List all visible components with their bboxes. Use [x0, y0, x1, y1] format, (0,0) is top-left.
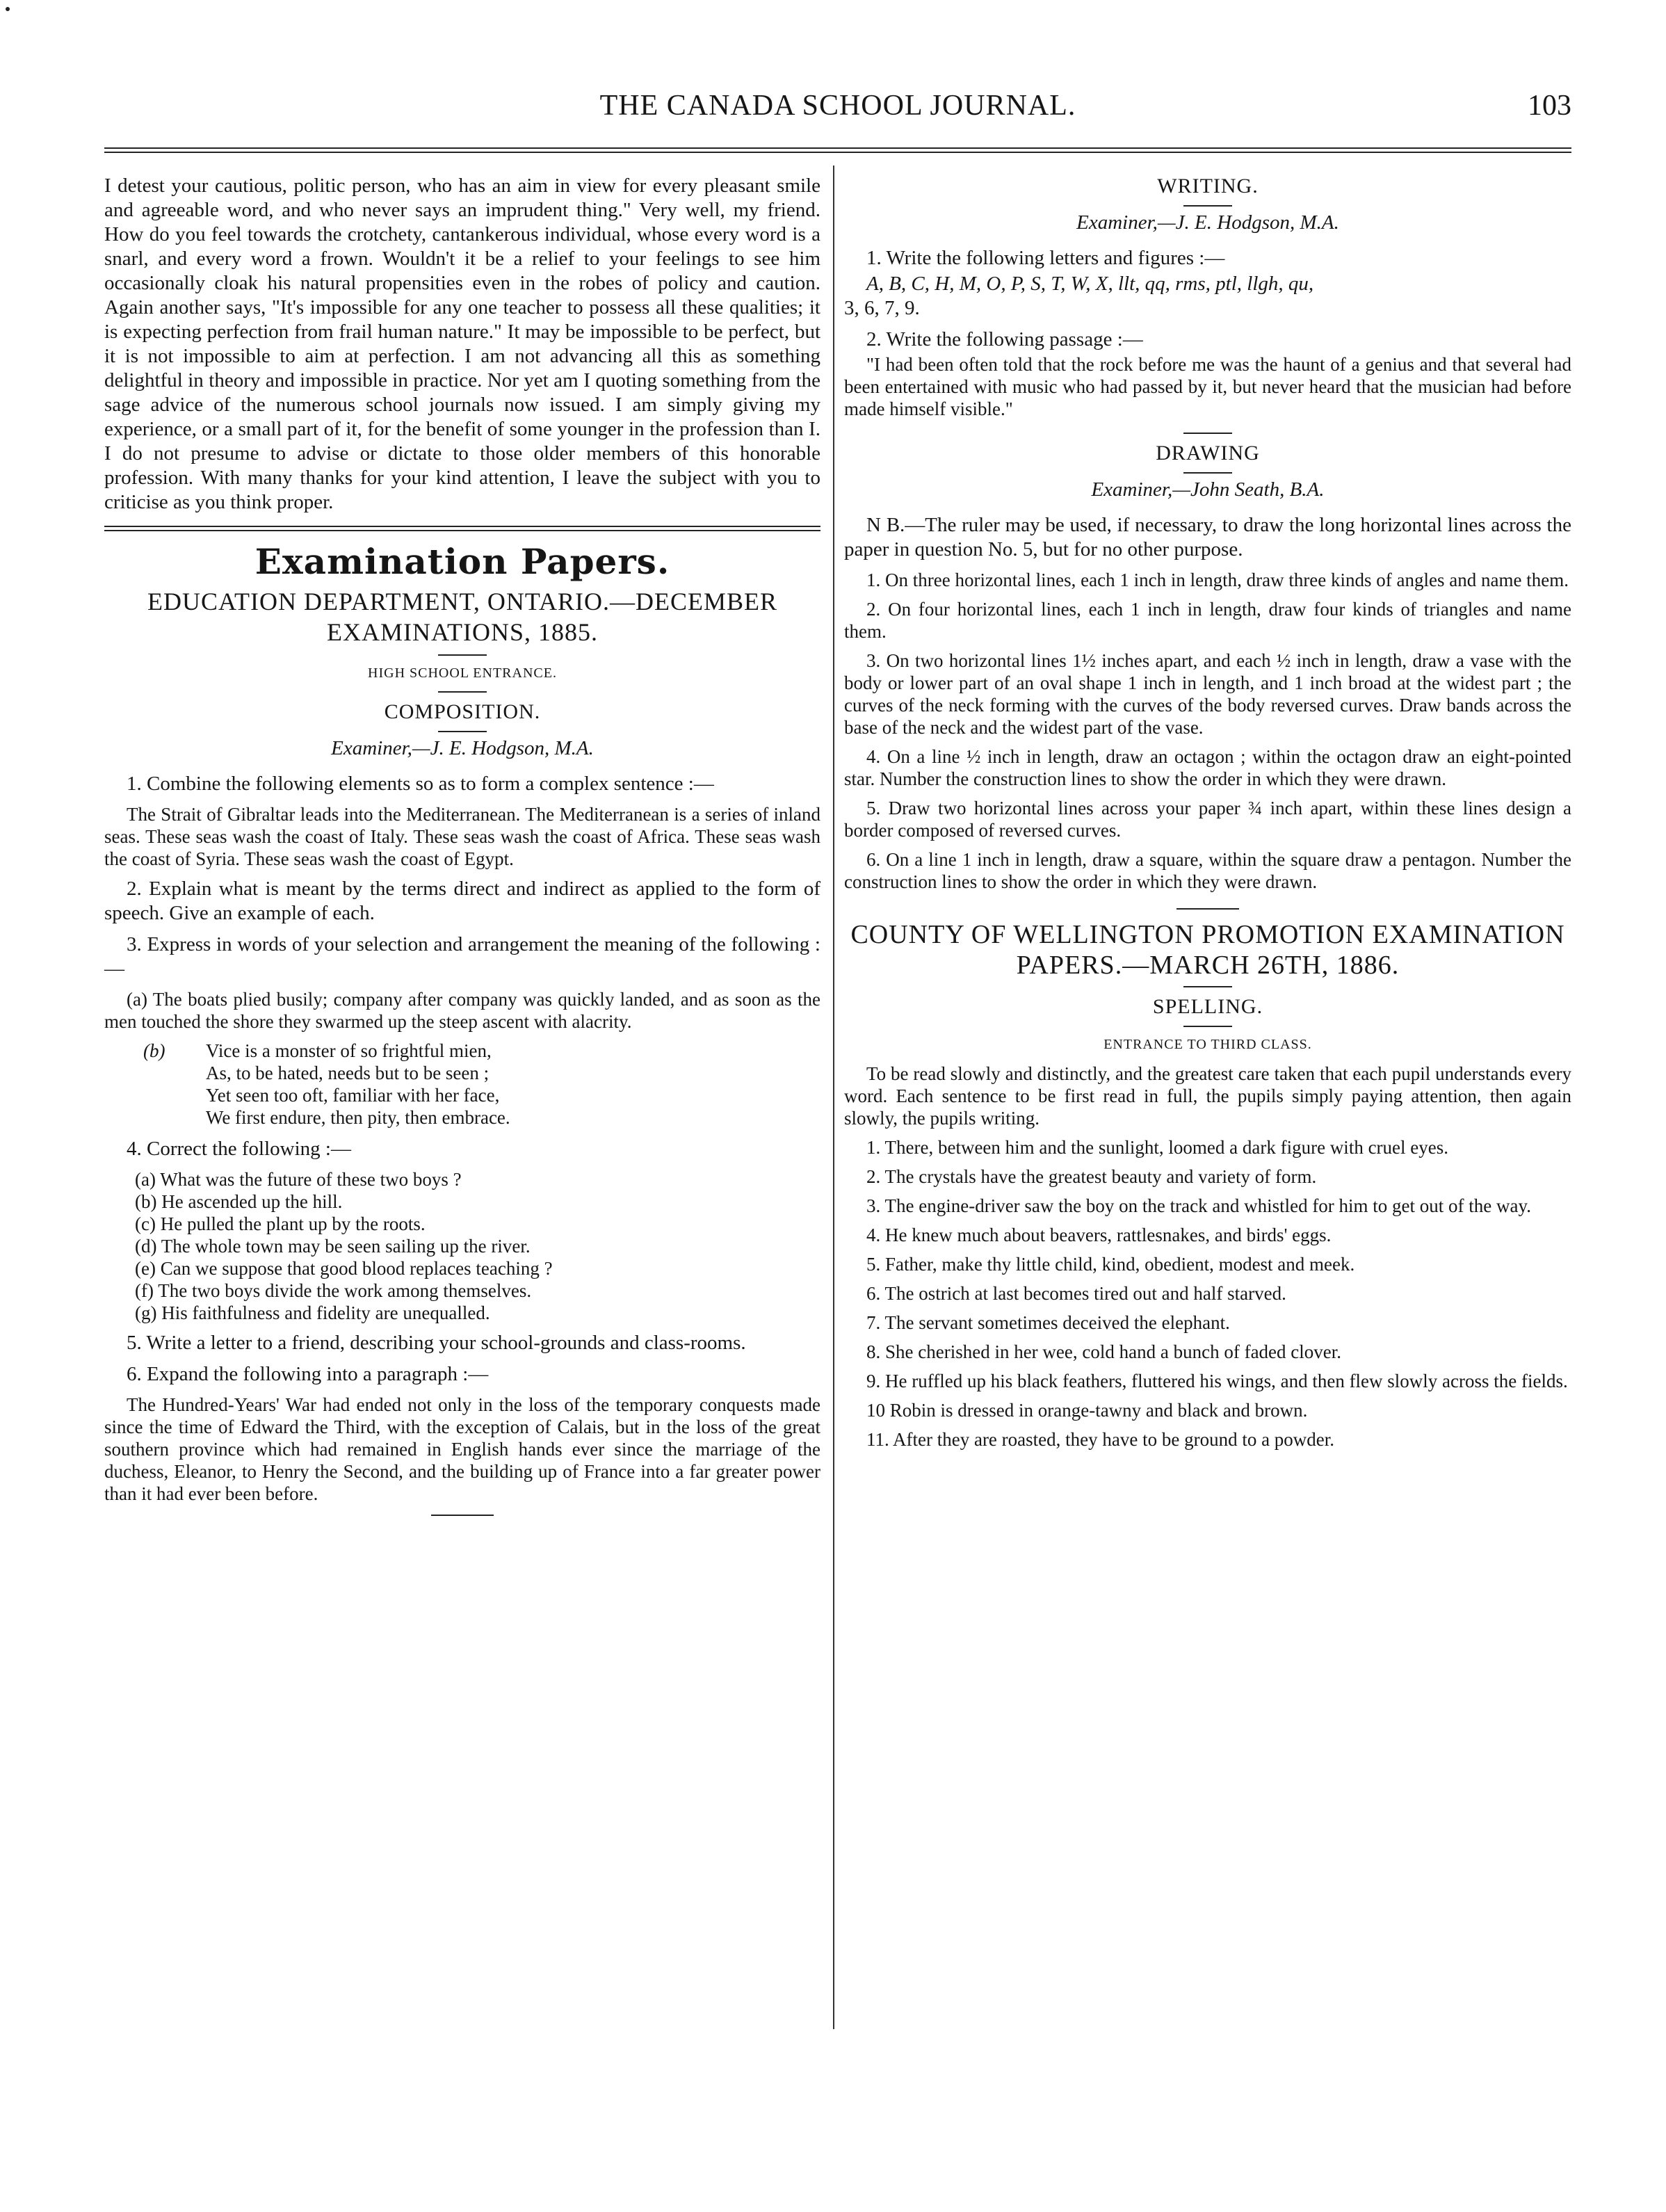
spelling-item: 6. The ostrich at last becomes tired out and half starved. — [866, 1283, 1286, 1304]
spelling-heading: SPELLING. — [1152, 995, 1263, 1018]
spelling-item: 5. Father, make thy little child, kind, obedient, modest and meek. — [866, 1254, 1355, 1275]
section-heading: Examination Papers. — [254, 541, 670, 582]
drawing-heading: DRAWING — [1156, 442, 1260, 465]
question-6-passage: The Hundred-Years' War had ended not only in the loss of the temporary conquests made since the time of Edward the Third, with the exception of Calais, but in the loss of the great southern province which had remained in English hands ever since the marriage of the duchess, Eleanor, to Henry the Second, and the building up of France into a far greater power than it had ever been before. — [104, 1394, 820, 1504]
writing-examiner: Examiner,—J. E. Hodgson, M.A. — [1076, 211, 1339, 234]
question-1-passage: The Strait of Gibraltar leads into the Mediterranean. The Mediterranean is a series of inland seas. These seas wash the coast of Italy. These seas wash the coast of Africa. These seas wash the coast of Syria. These seas wash the coast of Egypt. — [104, 804, 820, 869]
right-column — [844, 174, 1571, 1458]
short-rule — [1183, 433, 1232, 434]
spelling-item: 2. The crystals have the greatest beauty and variety of form. — [866, 1166, 1317, 1187]
spelling-item: 3. The engine-driver saw the boy on the track and whistled for him to get out of the way. — [866, 1195, 1531, 1216]
drawing-examiner: Examiner,—John Seath, B.A. — [1091, 478, 1325, 501]
question-4-list — [135, 1168, 820, 1324]
writing-figures: 3, 6, 7, 9. — [844, 297, 920, 319]
question-4: 4. Correct the following :— — [127, 1138, 351, 1160]
question-3b-poem — [143, 1040, 820, 1129]
short-rule — [1183, 205, 1232, 207]
column-divider — [833, 166, 834, 2029]
department-heading: EDUCATION DEPARTMENT, ONTARIO.—DECEMBER EXAMINATIONS, 1885. — [147, 588, 777, 646]
list-item: (g) His faithfulness and fidelity are unequalled. — [135, 1302, 490, 1323]
drawing-question-6: 6. On a line 1 inch in length, draw a square, within the square draw a pentagon. Number the construction lines to show the order in which they were drawn. — [844, 849, 1571, 892]
short-rule — [438, 731, 487, 732]
list-item: (b) He ascended up the hill. — [135, 1191, 343, 1212]
drawing-question-1: 1. On three horizontal lines, each 1 inch in length, draw three kinds of angles and name them. — [866, 570, 1569, 590]
question-3b-label: (b) — [143, 1040, 165, 1061]
spelling-item: 10 Robin is dressed in orange-tawny and black and brown. — [866, 1400, 1308, 1421]
writing-heading: WRITING. — [1157, 175, 1259, 197]
spelling-item: 7. The servant sometimes deceived the elephant. — [866, 1312, 1230, 1333]
writing-passage: "I had been often told that the rock before me was the haunt of a genius and that several had been entertained with music who had passed by it, but never heard that the musician had before made himself visible." — [844, 354, 1571, 419]
question-3a: (a) The boats plied busily; company after company was quickly landed, and as soon as the men touched the shore they swarmed up the steep ascent with alacrity. — [104, 989, 820, 1032]
drawing-question-4: 4. On a line ½ inch in length, draw an octagon ; within the octagon draw an eight-pointed star. Number the construction lines to show the order in which they were drawn. — [844, 746, 1571, 789]
short-rule — [438, 691, 487, 693]
spelling-item: 9. He ruffled up his black feathers, fluttered his wings, and then flew slowly across the fields. — [866, 1371, 1568, 1391]
spelling-item: 1. There, between him and the sunlight, loomed a dark figure with cruel eyes. — [866, 1137, 1448, 1158]
writing-letters: A, B, C, H, M, O, P, S, T, W, X, llt, qq, rms, ptl, llgh, qu, — [866, 273, 1314, 295]
poem-line: Vice is a monster of so frightful mien, — [206, 1040, 492, 1061]
spelling-entrance: ENTRANCE TO THIRD CLASS. — [1103, 1037, 1312, 1052]
spelling-item: 4. He knew much about beavers, rattlesnakes, and birds' eggs. — [866, 1225, 1332, 1245]
list-item: (d) The whole town may be seen sailing up the river. — [135, 1236, 531, 1257]
question-2: 2. Explain what is meant by the terms direct and indirect as applied to the form of speech. Give an example of each. — [104, 878, 820, 924]
page-number: 103 — [1528, 90, 1571, 122]
list-item: (e) Can we suppose that good blood replaces teaching ? — [135, 1258, 553, 1279]
scan-speck — [6, 7, 10, 11]
page-header — [104, 89, 1571, 145]
spelling-intro: To be read slowly and distinctly, and the greatest care taken that each pupil understands every word. Each sentence to be first read in full, the pupils simply paying attention, then again slowly, the pupils writing. — [844, 1063, 1571, 1129]
drawing-question-2: 2. On four horizontal lines, each 1 inch in length, draw four kinds of triangles and name them. — [844, 599, 1571, 642]
poem-line: Yet seen too oft, familiar with her face, — [206, 1085, 500, 1106]
essay-conclusion: I detest your cautious, politic person, who has an aim in view for every pleasant smile and agreeable word, and who never says an imprudent thing." Very well, my friend. How do you feel towards the crotchety, cantankerous individual, whose every word is a snarl, and every word a frown. Wouldn't it be a relief to your feelings to see him occasionally cloak his natural propensities even in the robes of policy and caution. Again another says, "It's impossible for any one teacher to possess all these qualities; it is expecting perfection from frail human nature." It may be impossible to be perfect, but it is not impossible to aim at perfection. I am not advancing all this as something delightful in theory and impossible in practice. Nor yet am I quoting something from the sage advice of the numerous school journals now issued. I am simply giving my experience, or a small part of it, for the benefit of some younger in the profession than I. I do not presume to advise or dictate to those older members of this honorable profession. With many thanks for your kind attention, I leave the subject with you to criticise as you think proper. — [104, 175, 820, 513]
drawing-note: N B.—The ruler may be used, if necessary, to draw the long horizontal lines across the paper in question No. 5, but for no other purpose. — [844, 514, 1571, 560]
short-rule — [1183, 1026, 1232, 1027]
header-rule — [104, 147, 1571, 153]
list-item: (f) The two boys divide the work among themselves. — [135, 1280, 532, 1301]
writing-question-2: 2. Write the following passage :— — [866, 328, 1143, 350]
question-6: 6. Expand the following into a paragraph :— — [127, 1363, 489, 1385]
drawing-question-5: 5. Draw two horizontal lines across your paper ¾ inch apart, within these lines design a border composed of reversed curves. — [844, 798, 1571, 841]
short-rule — [1176, 908, 1239, 910]
list-item: (c) He pulled the plant up by the roots. — [135, 1213, 426, 1234]
question-5: 5. Write a letter to a friend, describing your school-grounds and class-rooms. — [127, 1332, 746, 1354]
writing-question-1: 1. Write the following letters and figures :— — [866, 247, 1225, 269]
drawing-question-3: 3. On two horizontal lines 1½ inches apart, and each ½ inch in length, draw a vase with the body or lower part of an oval shape 1 inch in length, and 1 inch broad at the widest part ; the curves of the neck forming with the curves of the body reversed curves. Draw bands across the base of the neck and the widest part of the vase. — [844, 650, 1571, 738]
left-column — [104, 174, 820, 1520]
county-heading: COUNTY OF WELLINGTON PROMOTION EXAMINATION PAPERS.—MARCH 26TH, 1886. — [850, 920, 1565, 980]
question-3: 3. Express in words of your selection and arrangement the meaning of the following :— — [104, 933, 820, 980]
entrance-label: HIGH SCHOOL ENTRANCE. — [368, 665, 557, 681]
poem-line: We first endure, then pity, then embrace. — [206, 1107, 510, 1128]
spelling-item: 11. After they are roasted, they have to be ground to a powder. — [866, 1429, 1335, 1450]
examiner-line: Examiner,—J. E. Hodgson, M.A. — [331, 737, 594, 759]
short-rule — [1183, 986, 1232, 987]
list-item: (a) What was the future of these two boys ? — [135, 1169, 462, 1190]
question-1: 1. Combine the following elements so as to form a complex sentence :— — [127, 773, 714, 795]
spelling-item: 8. She cherished in her wee, cold hand a bunch of faded clover. — [866, 1341, 1342, 1362]
journal-title: THE CANADA SCHOOL JOURNAL. — [599, 90, 1076, 122]
short-rule — [438, 654, 487, 656]
section-rule — [104, 526, 820, 531]
end-rule — [431, 1515, 494, 1516]
short-rule — [1183, 472, 1232, 474]
subject-heading: COMPOSITION. — [384, 700, 541, 723]
poem-line: As, to be hated, needs but to be seen ; — [206, 1063, 490, 1083]
